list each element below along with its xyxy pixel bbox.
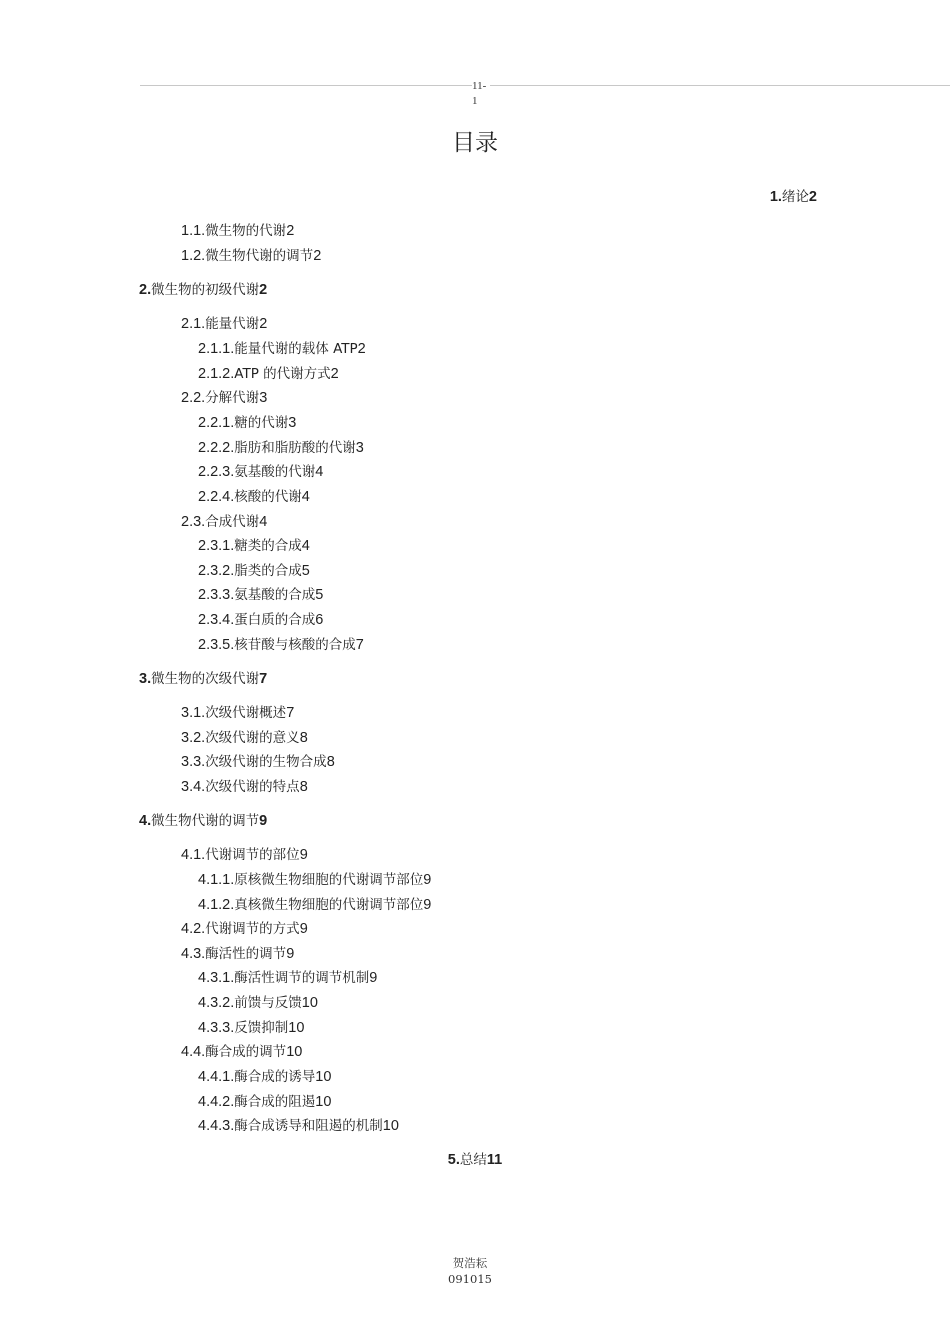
document-title: 目录 (452, 130, 498, 156)
toc-entry-title: 酶活性调节的调节机制 (234, 970, 370, 986)
toc-entry-page: 2 (259, 316, 268, 332)
toc-entry-number: 2.2.3. (198, 464, 235, 480)
toc-entry-title: 核苷酸与核酸的合成 (234, 637, 356, 653)
toc-entry-number: 3.4. (181, 779, 206, 795)
toc-entry[interactable] (198, 463, 323, 481)
toc-entry-title: 能量代谢 (205, 316, 260, 332)
toc-entry-page: 9 (259, 813, 268, 829)
toc-entry-page: 8 (326, 754, 335, 770)
toc-entry-page: 6 (315, 612, 324, 628)
toc-entry[interactable] (198, 871, 431, 889)
toc-entry-title: 酶活性的调节 (205, 946, 287, 962)
toc-entry-title: 合成代谢 (205, 514, 260, 530)
toc-entry-page: 4 (301, 538, 310, 554)
toc-entry[interactable] (198, 340, 366, 358)
toc-entry-number: 2.3.1. (198, 538, 235, 554)
toc-entry-number: 2.1. (181, 316, 206, 332)
toc-entry-title: 微生物的初级代谢 (151, 282, 260, 298)
toc-entry-title: 次级代谢的特点 (205, 779, 300, 795)
toc-entry[interactable] (181, 704, 294, 722)
header-page-number (472, 79, 490, 109)
toc-entry[interactable] (198, 586, 323, 604)
toc-entry-title: 原核微生物细胞的代谢调节部位 (234, 872, 424, 888)
toc-entry[interactable] (139, 812, 267, 830)
toc-entry[interactable] (198, 969, 377, 987)
toc-entry-page: 8 (299, 730, 308, 746)
toc-entry-number: 3.1. (181, 705, 206, 721)
toc-entry-number: 3. (139, 671, 152, 687)
toc-entry-number: 2.3.5. (198, 637, 235, 653)
toc-entry-title: 核酸的代谢 (234, 489, 302, 505)
page-number-line1: 11- (472, 80, 487, 92)
toc-entry-page: 7 (286, 705, 295, 721)
toc-entry-page: 2 (808, 189, 817, 205)
toc-entry[interactable] (198, 562, 310, 580)
toc-entry-page: 3 (355, 440, 364, 456)
toc-entry[interactable] (198, 414, 296, 432)
toc-entry-page: 2 (259, 282, 268, 298)
toc-entry-page: 9 (423, 872, 432, 888)
toc-entry[interactable] (181, 753, 335, 771)
toc-entry-page: 7 (259, 671, 268, 687)
toc-entry-page: 10 (301, 995, 318, 1011)
page-number-line2: 1 (472, 95, 478, 107)
toc-entry-title: 酶合成诱导和阻遏的机制 (234, 1118, 383, 1134)
toc-entry-title: 总结 (459, 1152, 487, 1168)
toc-entry-title: 分解代谢 (205, 390, 260, 406)
toc-entry[interactable] (198, 1068, 331, 1086)
toc-entry-title: 次级代谢的生物合成 (205, 754, 327, 770)
toc-entry[interactable] (181, 222, 294, 240)
toc-entry[interactable] (181, 846, 308, 864)
toc-entry[interactable] (0, 1151, 950, 1169)
toc-entry-page: 4 (259, 514, 268, 530)
toc-entry[interactable] (198, 488, 310, 506)
toc-entry[interactable] (198, 1093, 331, 1111)
toc-entry-page: 4 (301, 489, 310, 505)
toc-entry[interactable] (139, 670, 267, 688)
toc-entry-number: 3.2. (181, 730, 206, 746)
toc-entry[interactable] (181, 513, 267, 531)
footer-author: 贺浩耘 (452, 1256, 488, 1270)
toc-entry-number: 4. (139, 813, 152, 829)
toc-entry-number: 2.1.1. (198, 341, 235, 357)
toc-entry-number: 2.3.3. (198, 587, 235, 603)
toc-entry-page: 9 (369, 970, 378, 986)
toc-entry-number: 1. (769, 189, 782, 205)
toc-entry-page: 2 (330, 366, 339, 382)
toc-entry-number: 4.3. (181, 946, 206, 962)
toc-entry-title: 酶合成的阻遏 (234, 1094, 316, 1110)
toc-entry-number: 5. (447, 1152, 460, 1168)
toc-entry-title: 酶合成的诱导 (234, 1069, 316, 1085)
toc-entry-page: 2 (313, 248, 322, 264)
toc-entry[interactable] (198, 365, 339, 383)
toc-entry-page: 3 (259, 390, 268, 406)
toc-entry-page: 2 (357, 341, 366, 357)
toc-entry[interactable] (198, 439, 364, 457)
toc-entry-title: 蛋白质的合成 (234, 612, 316, 628)
toc-entry-number: 4.4.3. (198, 1118, 235, 1134)
toc-entry[interactable] (198, 896, 431, 914)
toc-entry-number: 4.4.2. (198, 1094, 235, 1110)
toc-entry-number: 2.2.2. (198, 440, 235, 456)
toc-entry-number: 4.3.3. (198, 1020, 235, 1036)
toc-entry[interactable] (198, 994, 318, 1012)
toc-entry-number: 4.3.1. (198, 970, 235, 986)
toc-entry[interactable] (181, 778, 308, 796)
toc-entry-page: 10 (315, 1094, 332, 1110)
toc-entry-page: 3 (288, 415, 297, 431)
toc-entry-title: 能量代谢的载体 ATP (234, 341, 358, 357)
toc-entry-title: 代谢调节的方式 (205, 921, 300, 937)
toc-entry-page: 2 (286, 223, 295, 239)
toc-entry[interactable] (181, 729, 308, 747)
toc-entry-title: 代谢调节的部位 (205, 847, 300, 863)
toc-entry-page: 5 (315, 587, 324, 603)
toc-entry-number: 2.3. (181, 514, 206, 530)
toc-entry-title: 脂肪和脂肪酸的代谢 (234, 440, 356, 456)
toc-entry-page: 4 (315, 464, 324, 480)
toc-entry-title: 脂类的合成 (234, 563, 302, 579)
toc-entry[interactable] (198, 1117, 399, 1135)
toc-entry-title: 微生物的代谢 (205, 223, 287, 239)
toc-entry-number: 4.4.1. (198, 1069, 235, 1085)
toc-entry-page: 10 (288, 1020, 305, 1036)
toc-entry-number: 1.2. (181, 248, 206, 264)
toc-entry-number: 2. (139, 282, 152, 298)
toc-entry-page: 5 (301, 563, 310, 579)
toc-entry[interactable] (198, 636, 364, 654)
toc-entry-title: 糖的代谢 (234, 415, 289, 431)
toc-entry-page: 10 (382, 1118, 399, 1134)
toc-entry-number: 2.3.2. (198, 563, 235, 579)
toc-entry-number: 3.3. (181, 754, 206, 770)
toc-entry[interactable] (181, 920, 308, 938)
toc-entry-number: 2.1.2. (198, 366, 235, 382)
toc-entry-number: 4.3.2. (198, 995, 235, 1011)
toc-entry-page: 9 (423, 897, 432, 913)
toc-entry-title: 微生物代谢的调节 (151, 813, 260, 829)
toc-entry-number: 2.2.4. (198, 489, 235, 505)
toc-entry-number: 4.2. (181, 921, 206, 937)
toc-entry-title: 次级代谢概述 (205, 705, 287, 721)
toc-entry-title: 酶合成的调节 (205, 1044, 287, 1060)
toc-entry-title: 前馈与反馈 (234, 995, 302, 1011)
toc-entry[interactable] (181, 247, 321, 265)
toc-entry-page: 9 (299, 847, 308, 863)
toc-entry-title: 绪论 (781, 189, 809, 205)
toc-entry-page: 7 (355, 637, 364, 653)
toc-entry-page: 8 (299, 779, 308, 795)
toc-entry[interactable] (181, 389, 267, 407)
toc-entry-page: 10 (286, 1044, 303, 1060)
toc-entry-number: 4.4. (181, 1044, 206, 1060)
toc-entry[interactable] (139, 281, 267, 299)
toc-entry-number: 2.2. (181, 390, 206, 406)
toc-entry-title: 次级代谢的意义 (205, 730, 300, 746)
toc-entry-page: 9 (299, 921, 308, 937)
toc-entry-title: 微生物的次级代谢 (151, 671, 260, 687)
toc-entry[interactable] (770, 188, 817, 206)
header-rule (140, 85, 950, 86)
toc-entry-number: 4.1. (181, 847, 206, 863)
toc-entry-number: 2.2.1. (198, 415, 235, 431)
toc-entry-number: 1.1. (181, 223, 206, 239)
toc-entry[interactable] (198, 1019, 304, 1037)
toc-entry[interactable] (198, 611, 323, 629)
toc-entry[interactable] (181, 1043, 302, 1061)
toc-entry-title: 氨基酸的合成 (234, 587, 316, 603)
toc-entry-page: 10 (315, 1069, 332, 1085)
toc-entry[interactable] (198, 537, 310, 555)
page-footer (0, 1255, 950, 1287)
toc-entry-number: 4.1.1. (198, 872, 235, 888)
toc-entry[interactable] (181, 945, 294, 963)
toc-entry-page: 11 (486, 1152, 503, 1168)
toc-entry-title: ATP 的代谢方式 (234, 366, 331, 382)
toc-entry-number: 2.3.4. (198, 612, 235, 628)
toc-entry-page: 9 (286, 946, 295, 962)
toc-entry-title: 微生物代谢的调节 (205, 248, 314, 264)
toc-entry[interactable] (181, 315, 267, 333)
toc-entry-title: 真核微生物细胞的代谢调节部位 (234, 897, 424, 913)
toc-entry-title: 氨基酸的代谢 (234, 464, 316, 480)
toc-entry-number: 4.1.2. (198, 897, 235, 913)
toc-entry-title: 糖类的合成 (234, 538, 302, 554)
footer-student-id: 091015 (448, 1272, 492, 1286)
toc-entry-title: 反馈抑制 (234, 1020, 289, 1036)
